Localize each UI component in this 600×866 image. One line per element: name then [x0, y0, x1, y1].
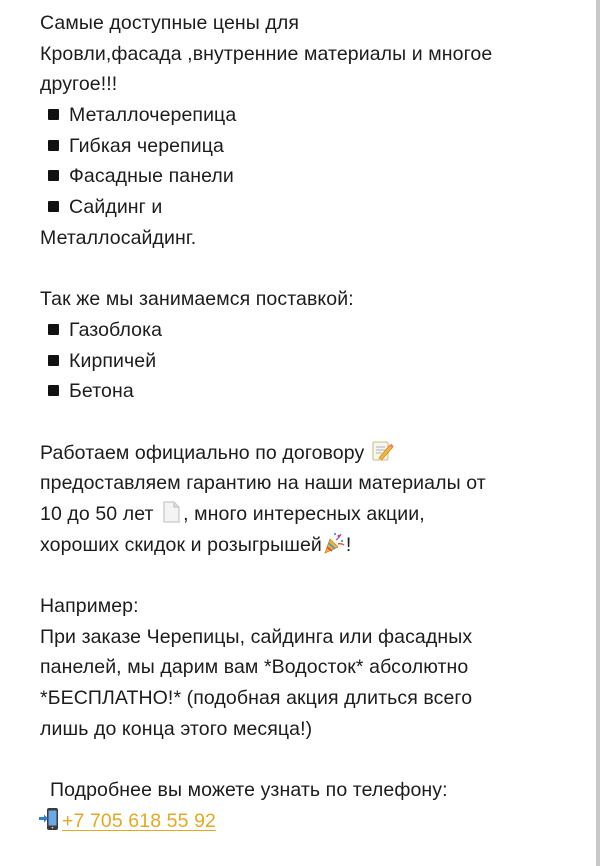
list-item-label: Кирпичей	[69, 349, 157, 372]
blank-line	[40, 560, 580, 591]
list-item-label: Гибкая черепица	[69, 134, 224, 157]
work-text-4: хороших скидок и розыгрышей	[40, 533, 322, 556]
products-continuation: Металлосайдинг.	[40, 226, 197, 249]
work-text-1: Работаем официально по договору	[40, 441, 365, 464]
message-text	[40, 8, 580, 838]
list-item	[40, 131, 580, 162]
memo-pencil-icon	[370, 439, 394, 463]
work-line-2: предоставляем гарантию на наши материалы от	[40, 472, 486, 495]
intro-line-1: Самые доступные цены для	[40, 12, 300, 34]
example-line-3: панелей, мы дарим вам *Водосток* абсолютно	[40, 656, 469, 679]
black-square-icon	[48, 385, 59, 396]
blank-line	[40, 407, 580, 438]
phone-link[interactable]: +7 705 618 55 92	[62, 809, 216, 832]
list-item-label: Фасадные панели	[69, 165, 234, 188]
scroll-edge	[596, 0, 600, 866]
example-line-2: При заказе Черепицы, сайдинга или фасадных	[40, 625, 473, 648]
work-line-1	[40, 438, 580, 469]
work-line-3	[40, 499, 580, 530]
work-line-4	[40, 530, 580, 561]
phone-line	[38, 806, 580, 838]
list-item	[40, 100, 580, 131]
list-item	[40, 315, 580, 346]
list-item	[40, 376, 580, 407]
blank-line	[40, 254, 580, 285]
list-item-label: Металлочерепица	[69, 104, 237, 127]
example-line-1: Например:	[40, 595, 139, 618]
contact-line: Подробнее вы можете узнать по телефону:	[50, 779, 448, 802]
list-item-label: Газоблока	[69, 318, 163, 341]
party-popper-icon	[322, 531, 346, 555]
list-item	[40, 346, 580, 377]
blank-line	[40, 745, 580, 776]
list-item-label: Сайдинг и	[69, 196, 163, 219]
work-text-3a: 10 до 50 лет	[40, 503, 154, 525]
black-square-icon	[48, 201, 59, 212]
supply-heading: Так же мы занимаемся поставкой:	[40, 288, 354, 311]
list-item	[40, 192, 580, 223]
example-line-4: *БЕСПЛАТНО!* (подобная акция длиться всего	[40, 687, 473, 710]
list-item	[40, 161, 580, 192]
mobile-phone-arrow-icon	[38, 807, 62, 831]
black-square-icon	[48, 140, 59, 151]
list-item-label: Бетона	[69, 380, 134, 403]
black-square-icon	[48, 109, 59, 120]
intro-line-2: Кровли,фасада ,внутренние материалы и многое	[40, 42, 493, 65]
black-square-icon	[48, 324, 59, 335]
black-square-icon	[48, 170, 59, 181]
page-icon	[159, 500, 183, 524]
work-text-3b: , много интересных акции,	[183, 503, 425, 525]
intro-line-3: другое!!!	[40, 73, 118, 96]
black-square-icon	[48, 355, 59, 366]
example-line-5: лишь до конца этого месяца!)	[40, 717, 313, 740]
work-text-4-end: !	[345, 533, 352, 556]
